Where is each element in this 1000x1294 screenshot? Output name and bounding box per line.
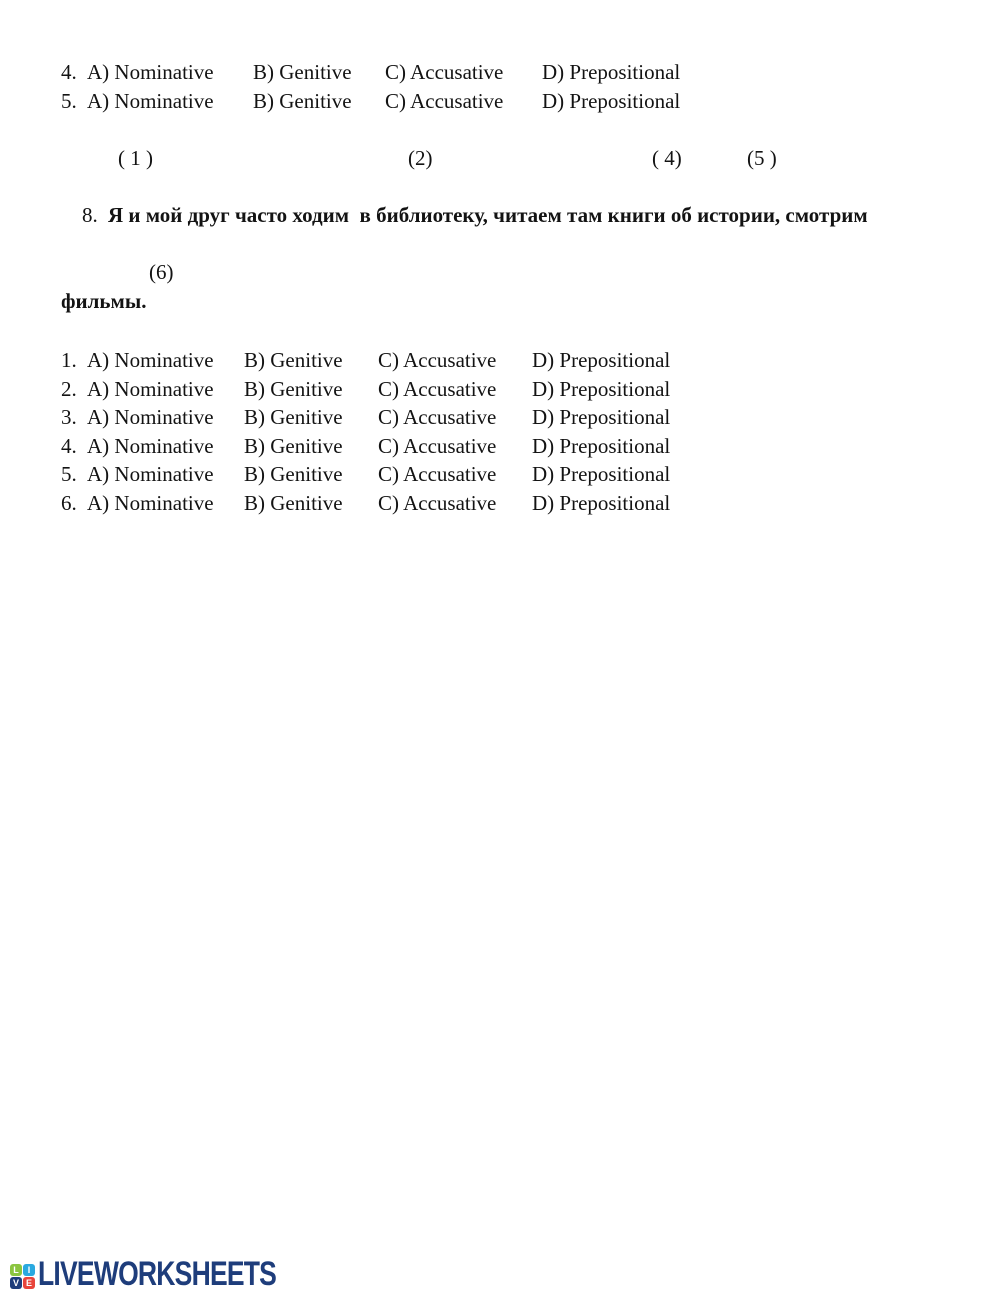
liveworksheets-logo-icon — [10, 1264, 35, 1289]
option-a[interactable]: A) Nominative — [87, 348, 214, 372]
option-row-1 — [61, 346, 1000, 375]
options-group-top — [0, 58, 1000, 115]
liveworksheets-logo-text: LIVEWORKSHEETS — [38, 1255, 277, 1293]
logo-square-e: E — [23, 1277, 35, 1289]
option-a[interactable]: A) Nominative — [87, 376, 214, 401]
option-a[interactable]: A) Nominative — [87, 433, 214, 458]
option-d[interactable]: D) Prepositional — [532, 490, 671, 515]
option-row-2 — [61, 375, 1000, 404]
question-8-continuation: фильмы. — [61, 288, 147, 313]
answer-markers-line — [0, 144, 1000, 173]
option-b[interactable]: B) Genitive — [244, 490, 343, 515]
answer-marker-4[interactable]: ( 4) — [652, 146, 682, 170]
question-8-text: Я и мой друг часто ходим в библиотеку, читаем там книги об истории, смотрим — [108, 203, 868, 227]
option-row-4 — [61, 432, 1000, 461]
options-group-bottom — [0, 346, 1000, 517]
option-c[interactable]: C) Accusative — [385, 88, 504, 113]
option-a[interactable]: A) Nominative — [87, 462, 214, 486]
logo-square-l: L — [10, 1264, 22, 1276]
option-c[interactable]: C) Accusative — [378, 348, 497, 372]
answer-marker-6[interactable]: (6) — [149, 260, 174, 284]
option-row-q5 — [61, 87, 1000, 116]
option-a[interactable]: A) Nominative — [87, 490, 214, 515]
option-c[interactable]: C) Accusative — [385, 60, 504, 84]
liveworksheets-logo[interactable] — [10, 1255, 343, 1294]
option-d[interactable]: D) Prepositional — [532, 348, 671, 372]
option-row-6 — [61, 489, 1000, 518]
answer-marker-6-line — [61, 258, 1000, 287]
option-d[interactable]: D) Prepositional — [532, 462, 671, 486]
question-number: 4. — [61, 433, 77, 458]
question-number: 4. — [61, 60, 77, 84]
option-c[interactable]: C) Accusative — [378, 433, 497, 458]
option-row-q4 — [61, 58, 1000, 87]
logo-square-i: I — [23, 1264, 35, 1276]
option-b[interactable]: B) Genitive — [244, 376, 343, 401]
option-row-5 — [61, 460, 1000, 489]
option-row-3 — [61, 403, 1000, 432]
question-number: 2. — [61, 376, 77, 401]
option-a[interactable]: A) Nominative — [87, 60, 214, 84]
option-d[interactable]: D) Prepositional — [532, 376, 671, 401]
question-number: 5. — [61, 88, 77, 113]
logo-square-v: V — [10, 1277, 22, 1289]
option-d[interactable]: D) Prepositional — [542, 88, 681, 113]
option-c[interactable]: C) Accusative — [378, 376, 497, 401]
question-number: 1. — [61, 348, 77, 372]
option-b[interactable]: B) Genitive — [244, 433, 343, 458]
option-b[interactable]: B) Genitive — [244, 462, 343, 486]
option-d[interactable]: D) Prepositional — [532, 433, 671, 458]
question-number: 5. — [61, 462, 77, 486]
option-d[interactable]: D) Prepositional — [542, 60, 681, 84]
question-number: 3. — [61, 405, 77, 429]
option-a[interactable]: A) Nominative — [87, 405, 214, 429]
answer-marker-1[interactable]: ( 1 ) — [118, 146, 153, 170]
question-8-sentence — [61, 173, 1000, 259]
answer-marker-5[interactable]: (5 ) — [747, 146, 777, 170]
question-8-number: 8. — [82, 203, 98, 227]
option-c[interactable]: C) Accusative — [378, 490, 497, 515]
option-c[interactable]: C) Accusative — [378, 405, 497, 429]
option-c[interactable]: C) Accusative — [378, 462, 497, 486]
option-b[interactable]: B) Genitive — [244, 348, 343, 372]
option-b[interactable]: B) Genitive — [253, 88, 352, 113]
question-number: 6. — [61, 490, 77, 515]
option-b[interactable]: B) Genitive — [253, 60, 352, 84]
answer-marker-2[interactable]: (2) — [408, 146, 433, 170]
option-a[interactable]: A) Nominative — [87, 88, 214, 113]
option-b[interactable]: B) Genitive — [244, 405, 343, 429]
option-d[interactable]: D) Prepositional — [532, 405, 671, 429]
